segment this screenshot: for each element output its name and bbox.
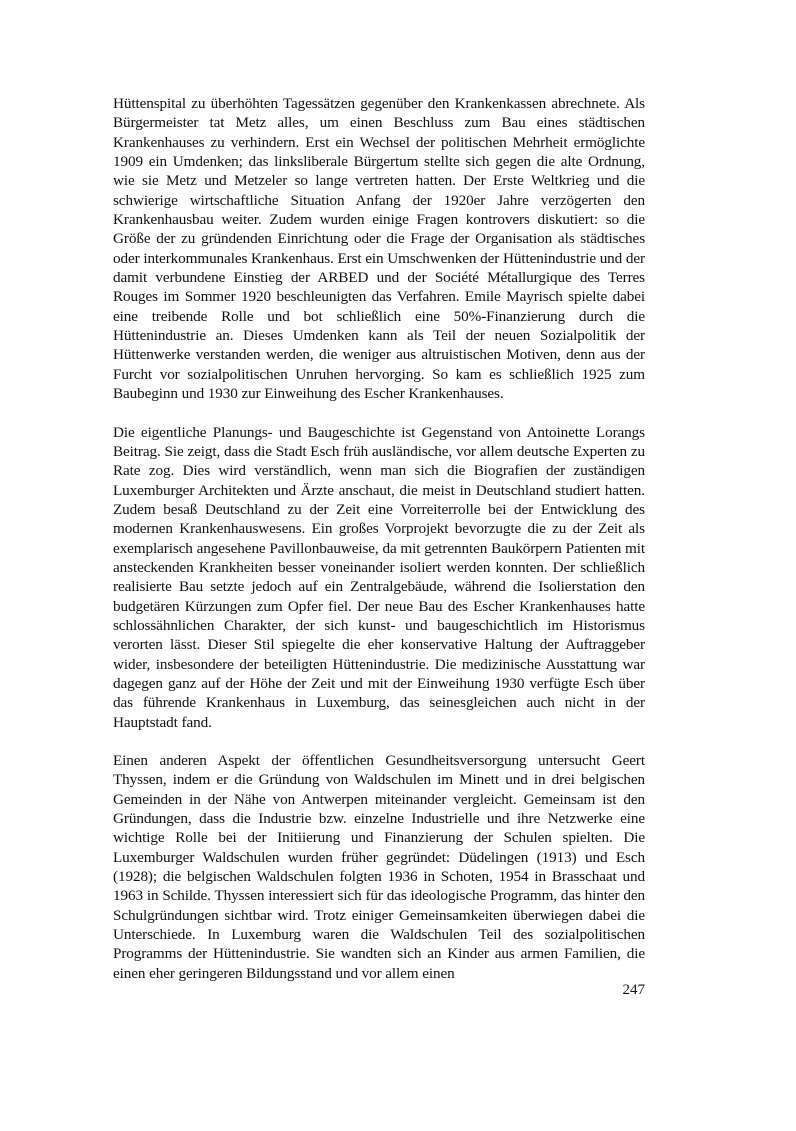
paragraph-2: Die eigentliche Planungs- und Baugeschichte ist Gegenstand von Antoinette Lorangs Beitrag. Sie zeigt, dass die Stadt Esch früh ausländische, vor allem deutsche Experten zu Rate zog. Dies wird verständlich, wenn man sich die Biografien der zuständigen Luxemburger Architekten und Ärzte anschaut, die meist in Deutschland studiert hatten. Zudem besaß Deutschland zu der Zeit eine Vorreiterrolle bei der Entwicklung des modernen Krankenhauswesens. Ein großes Vorprojekt bevorzugte die zu der Zeit als exemplarisch angesehene Pavillonbauweise, da mit getrennten Baukörpern Patienten mit ansteckenden Krankheiten besser voneinander isoliert werden konnten. Der schließlich realisierte Bau setzte jedoch auf ein Zentralgebäude, während die Isolierstation den budgetären Kürzungen zum Opfer fiel. Der neue Bau des Escher Krankenhauses hatte schlossähnlichen Charakter, der sich kunst- und baugeschichtlich im Historismus verorten lässt. Dieser Stil spiegelte die eher konservative Haltung der Auftraggeber wider, insbesondere der beteiligten Hüttenindustrie. Die medizinische Ausstattung war dagegen ganz auf der Höhe der Zeit und mit der Einweihung 1930 verfügte Esch über das führende Krankenhaus in Luxemburg, das seinesgleichen auch nicht in der Hauptstadt fand. bbox=[113, 423, 645, 731]
paragraph-3: Einen anderen Aspekt der öffentlichen Gesundheitsversorgung untersucht Geert Thyssen, indem er die Gründung von Waldschulen im Minett und in drei belgischen Gemeinden in der Nähe von Antwerpen miteinander vergleicht. Gemeinsam ist den Gründungen, dass die Industrie bzw. einzelne Industrielle und ihre Netzwerke eine wichtige Rolle bei der Initiierung und Finanzierung der Schulen spielten. Die Luxemburger Waldschulen wurden früher gegründet: Düdelingen (1913) und Esch (1928); die belgischen Waldschulen folgten 1936 in Schoten, 1954 in Brasschaat und 1963 in Schilde. Thyssen interessiert sich für das ideologische Programm, das hinter den Schulgründungen sichtbar wird. Trotz einiger Gemeinsamkeiten überwiegen dabei die Unterschiede. In Luxemburg waren die Waldschulen Teil des sozialpolitischen Programms der Hüttenindustrie. Sie wandten sich an Kinder aus armen Familien, die einen eher geringeren Bildungsstand und vor allem einen bbox=[113, 752, 645, 982]
paragraph-1: Hüttenspital zu überhöhten Tagessätzen gegenüber den Krankenkassen abrechnete. Als Bürgermeister tat Metz alles, um einen Beschluss zum Bau eines städtischen Krankenhauses zu verhindern. Erst ein Wechsel der politischen Mehrheit ermöglichte 1909 ein Umdenken; das linksliberale Bürgertum stellte sich gegen die alte Ordnung, wie sie Metz und Metzeler so lange vertreten hatten. Der Erste Weltkrieg und die schwierige wirtschaftliche Situation Anfang der 1920er Jahre verzögerten den Krankenhausbau weiter. Zudem wurden einige Fragen kontrovers diskutiert: so die Größe der zu gründenden Einrichtung oder die Frage der Organisation als städtisches oder interkommunales Krankenhaus. Erst ein Umschwenken der Hüttenindustrie und der damit verbundene Einstieg der ARBED und der Société Métallurgique des Terres Rouges im Sommer 1920 beschleunigten das Verfahren. Emile Mayrisch spielte dabei eine treibende Rolle und bot schließlich eine 50%-Finanzierung durch die Hüttenindustrie an. Dieses Umdenken kann als Teil der neuen Sozialpolitik der Hüttenwerke verstanden werden, die weniger aus altruistischen Motiven, denn aus der Furcht vor sozialpolitischen Unruhen hervorging. So kam es schließlich 1925 zum Baubeginn und 1930 zur Einweihung des Escher Krankenhauses. bbox=[113, 95, 645, 403]
page-number: 247 bbox=[622, 982, 645, 998]
body-text bbox=[113, 94, 645, 983]
